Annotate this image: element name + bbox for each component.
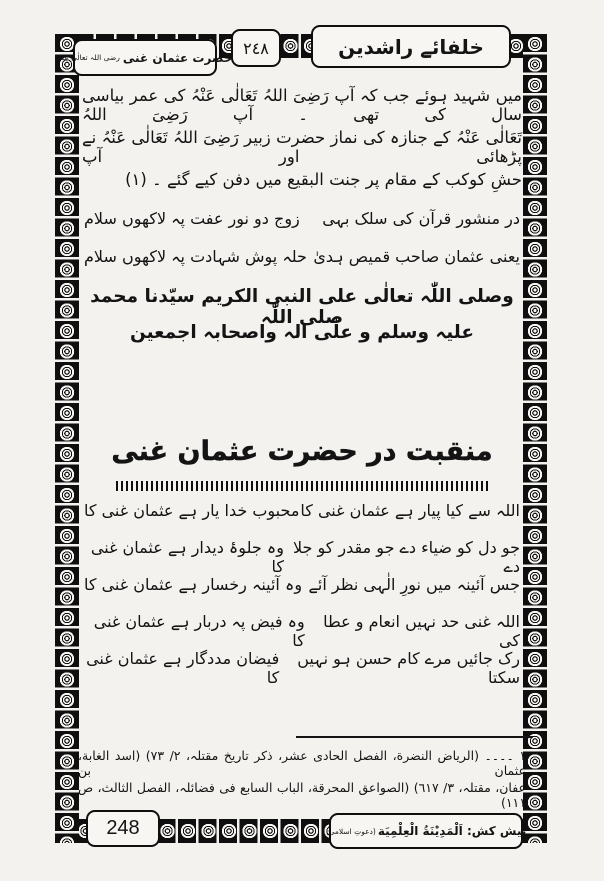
footer-publisher-box bbox=[325, 813, 527, 849]
salat-line-2: علیہ وسلم و علٰی الہ واصحابہ اجمعین bbox=[129, 322, 474, 343]
header-section-honorific: رضی اللہ تعالٰی عنہ bbox=[57, 53, 120, 62]
hemistich-left: وہ فیض پہ دربار ہے عثمان غنی کا bbox=[93, 612, 305, 650]
header-page-number: ٢٤٨ bbox=[243, 38, 269, 58]
ornamental-border-right bbox=[523, 34, 547, 843]
header-section-title: حضرت عثمان غنی bbox=[122, 50, 233, 65]
hemistich-right: جو دل کو ضیاء دے جو مقدر کو جلا دے bbox=[292, 538, 520, 576]
footer-page-number-box bbox=[86, 810, 160, 847]
verse-row bbox=[84, 209, 520, 228]
salat-line-1: وصلی اللّٰہ تعالٰی علی النبی الکریم سیّدنا محمد صلی اللّٰہ bbox=[90, 286, 514, 328]
verse-row bbox=[84, 575, 520, 594]
footer-page-number: 248 bbox=[106, 817, 140, 839]
verse-row bbox=[84, 501, 520, 520]
hemistich-right: جس آئینہ میں نورِ الٰہی نظر آئے bbox=[308, 575, 520, 594]
verse-row bbox=[84, 649, 520, 687]
hemistich-left: محبوب خدا یار ہے عثمان غنی کا bbox=[84, 501, 300, 520]
prose-line-3: حشِ کوکب کے مقام پر جنت البقیع میں دفن کیے گئے ۔ (١) bbox=[125, 170, 522, 189]
verse-row bbox=[84, 247, 520, 266]
heading-underline-stripes bbox=[116, 481, 490, 491]
hemistich-left: حلہ پوش شہادت پہ لاکھوں سلام bbox=[84, 247, 307, 266]
hemistich-right: اللہ غنی حد نہیں انعام و عطا کی bbox=[323, 612, 520, 650]
footnote-separator bbox=[296, 736, 533, 738]
header-chapter-box bbox=[311, 25, 511, 68]
hemistich-right: یعنی عثمان صاحب قمیص ہدیٰ bbox=[313, 247, 520, 266]
hemistich-left: فیضان مددگار ہے عثمان غنی کا bbox=[86, 649, 280, 687]
header-chapter-title: خلفائے راشدین bbox=[338, 34, 484, 59]
prose-line-2: تَعَالٰی عَنْہُ کے جنازہ کی نماز حضرت زبیر رَضِیَ اللہُ تَعَالٰی عَنْہُ نے پڑھائی اور آپ bbox=[82, 128, 522, 166]
hemistich-right: در منشور قرآن کی سلک بہی bbox=[322, 209, 520, 228]
hemistich-right: رک جائیں مرے کام حسن ہو نہیں سکتا bbox=[297, 649, 520, 687]
prose-line-1: میں شہید ہوئے جب کہ آپ رَضِیَ اللہُ تَعَالٰی عَنْہُ کی عمر بیاسی سال کی تھی ۔ آپ رَضِیَ اللہُ bbox=[82, 86, 522, 124]
ornamental-border-left bbox=[55, 34, 79, 843]
footer-publisher-note: (دعوتِ اسلامی) bbox=[325, 826, 376, 836]
footnote-line-2: عفان، مقتلہ، ٣/ ٦١٧) (الصواعق المحرقة، الباب السابع فی فضائلہ، الفصل الثالث، ص ١١١) bbox=[78, 780, 526, 810]
section-heading: منقبت در حضرت عثمان غنی bbox=[111, 436, 493, 467]
footer-publisher: پیش کش: اَلْمَدِیْنَةُ الْعِلْمِیَة bbox=[377, 824, 527, 838]
hemistich-left: زوج دو نور عفت پہ لاکھوں سلام bbox=[84, 209, 300, 228]
hemistich-left: وہ جلوۂ دیدار ہے عثمان غنی کا bbox=[90, 538, 284, 576]
header-section-box bbox=[57, 39, 233, 76]
footnote-line-1: ١ ۔۔۔۔ (الریاض النضرة، الفصل الحادی عشر، ذکر تاریخ مقتلہ، ٢/ ٧٣) (اسد الغابة، عثمان بن bbox=[78, 748, 527, 778]
hemistich-right: اللہ سے کیا پیار ہے عثمان غنی کا bbox=[300, 501, 520, 520]
hemistich-left: وہ آئینہ رخسار ہے عثمان غنی کا bbox=[84, 575, 303, 594]
header-page-number-box bbox=[231, 29, 281, 67]
verse-row bbox=[84, 612, 520, 650]
verse-row bbox=[84, 538, 520, 576]
